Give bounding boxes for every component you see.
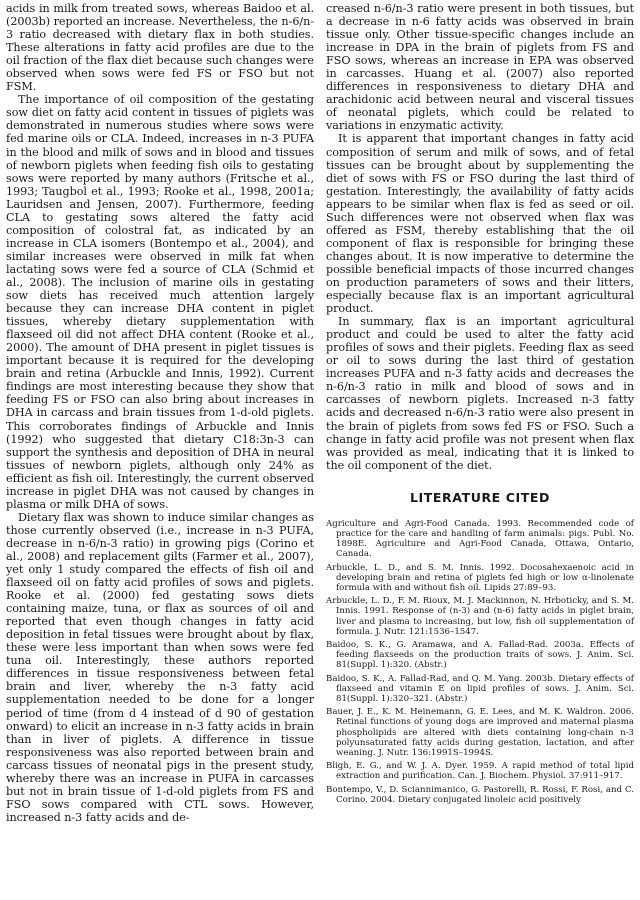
- body-paragraph: The importance of oil composition of the gestating sow diet on fatty acid content in tissues of piglets was demonstrated in numerous studies where sows were fed marine oils or CLA. Indeed, increases in n-3 PUFA in the blood and milk of sows and in blood and tissues of newborn piglets when feeding fish oils to gestating sows were reported by many authors (Fritsche et al., 1993; Taugbol et al., 1993; Rooke et al., 1998, 2001a; Lauridsen and Jensen, 2007). Furthermore, feeding CLA to gestating sows altered the fatty acid composition of colostral fat, as indicated by an increase in CLA isomers (Bontempo et al., 2004), and similar increases were observed in milk fat when lactating sows were fed a source of CLA (Schmid et al., 2008). The inclusion of marine oils in gestating sow diets has received much attention largely because they can increase DHA content in piglet tissues, whereby dietary supplementation with flaxseed oil did not affect DHA content (Rooke et al., 2000). The amount of DHA present in piglet tissues is important because it is required for the developing brain and retina (Arbuckle and Innis, 1992). Current findings are most interesting because they show that feeding FS or FSO can also bring about increases in DHA in carcass and brain tissues from 1-d-old piglets. This corroborates findings of Arbuckle and Innis (1992) who suggested that dietary C18:3n-3 can support the synthesis and deposition of DHA in neural tissues of newborn piglets, although only 24% as efficient as fish oil. Interestingly, the current observed increase in piglet DHA was not caused by changes in plasma or milk DHA of sows.: [6, 93, 314, 511]
- reference-entry: Baidoo, S. K., G. Aramawa, and A. Fallad-Rad. 2003a. Effects of feeding flaxseeds on the production traits of sows. J. Anim. Sci. 81(Suppl. 1):320. (Abstr.): [326, 639, 634, 671]
- body-paragraph: Dietary flax was shown to induce similar changes as those currently observed (i.e., increase in n-3 PUFA, decrease in n-6/n-3 ratio) in growing pigs (Corino et al., 2008) and replacement gilts (Farmer et al., 2007), yet only 1 study compared the effects of fish oil and flaxseed oil on fatty acid profiles of sows and piglets. Rooke et al. (2000) fed gestating sows diets containing maize, tuna, or flax as sources of oil and reported that even though changes in fatty acid deposition in fetal tissues were brought about by flax, these were less important than when sows were fed tuna oil. Interestingly, these authors reported differences in tissue responsiveness between fetal brain and liver, whereby the n-3 fatty acid supplementation needed to be done for a longer period of time (from d 4 instead of d 90 of gestation onward) to elicit an increase in n-3 fatty acids in brain than in liver of piglets. A difference in tissue responsiveness was also reported between brain and carcass tissues of neonatal pigs in the present study, whereby there was an increase in PUFA in carcasses but not in brain tissue of 1-d-old piglets from FS and FSO sows compared with CTL sows. However, increased n-3 fatty acids and de-: [6, 510, 314, 824]
- left-column: [6, 2, 314, 824]
- reference-entry: Bauer, J. E., K. M. Heinemann, G. E. Lees, and M. K. Waldron. 2006. Retinal functions of young dogs are improved and maternal plasma phospholipids are altered with diets containing long-chain n-3 polyunsaturated fatty acids during gestation, lactation, and after weaning. J. Nutr. 136:1991S–1994S.: [326, 707, 634, 758]
- literature-cited-heading: LITERATURE CITED: [409, 489, 551, 505]
- body-paragraph: It is apparent that important changes in fatty acid composition of serum and milk of sows, and of fetal tissues can be brought about by supplementing the diet of sows with FS or FSO during the last third of gestation. Interestingly, the availability of fatty acids appears to be similar when flax is fed as seed or oil. Such differences were not observed when flax was offered as FSM, thereby establishing that the oil component of flax is responsible for bringing these changes about. It is now imperative to determine the possible beneficial impacts of those incurred changes on production parameters of sows and their litters, especially because flax is an important agricultural product.: [326, 132, 634, 316]
- reference-entry: Bontempo, V., D. Sciannimanico, G. Pastorelli, R. Rossi, F. Rosi, and C. Corino. 2004. Dietary conjugated linoleic acid positively: [326, 784, 634, 805]
- reference-entry: Arbuckle, L. D., and S. M. Innis. 1992. Docosahexaenoic acid in developing brain and retina of piglets fed high or low α-linolenate formula with and without fish oil. Lipids 27:89–93.: [326, 562, 634, 593]
- right-column: [326, 2, 634, 808]
- reference-entry: Agriculture and Agri-Food Canada. 1993. Recommended code of practice for the care and handling of farm animals: pigs. Publ. No. 1898E. Agriculture and Agri-Food Canada, Ottawa, Ontario, Canada.: [326, 518, 634, 560]
- reference-entry: Arbuckle, L. D., F. M. Rioux, M. J. Mackinnon, N. Hrboticky, and S. M. Innis. 1991. Response of (n-3) and (n-6) fatty acids in piglet brain, liver and plasma to increasing, but low, fish oil supplementation of formula. J. Nutr. 121:1536–1547.: [326, 596, 634, 637]
- reference-entry: Bligh, E. G., and W. J. A. Dyer. 1959. A rapid method of total lipid extraction and purification. Can. J. Biochem. Physiol. 37:911–917.: [326, 761, 634, 782]
- reference-entry: Baidoo, S. K., A. Fallad-Rad, and Q. M. Yang. 2003b. Dietary effects of flaxseed and vitamin E on lipid profiles of sows. J. Anim. Sci. 81(Suppl. 1):320–321. (Abstr.): [326, 673, 634, 704]
- body-paragraph: creased n-6/n-3 ratio were present in both tissues, but a decrease in n-6 fatty acids was observed in brain tissue only. Other tissue-specific changes include an increase in DPA in the brain of piglets from FS and FSO sows, whereas an increase in EPA was observed in carcasses. Huang et al. (2007) also reported differences in responsiveness to dietary DHA and arachidonic acid between neural and visceral tissues of neonatal piglets, which could be related to variations in enzymatic activity.: [326, 2, 634, 133]
- body-paragraph: acids in milk from treated sows, whereas Baidoo et al. (2003b) reported an increase. Nevertheless, the n-6/n-3 ratio decreased with dietary flax in both studies. These alterations in fatty acid profiles are due to the oil fraction of the flax diet because such changes were observed when sows were fed FS or FSO but not FSM.: [6, 2, 314, 94]
- reference-list: [326, 519, 634, 805]
- summary-paragraph: In summary, flax is an important agricultural product and could be used to alter the fatty acid profiles of sows and their piglets. Feeding flax as seed or oil to sows during the last third of gestation increases PUFA and n-3 fatty acids and decreases the n-6/n-3 ratio in milk and blood of sows and in carcasses of newborn piglets. Increased n-3 fatty acids and decreased n-6/n-3 ratio were also present in the brain of piglets from sows fed FS or FSO. Such a change in fatty acid profile was not present when flax was provided as meal, indicating that it is linked to the oil component of the diet.: [326, 315, 634, 472]
